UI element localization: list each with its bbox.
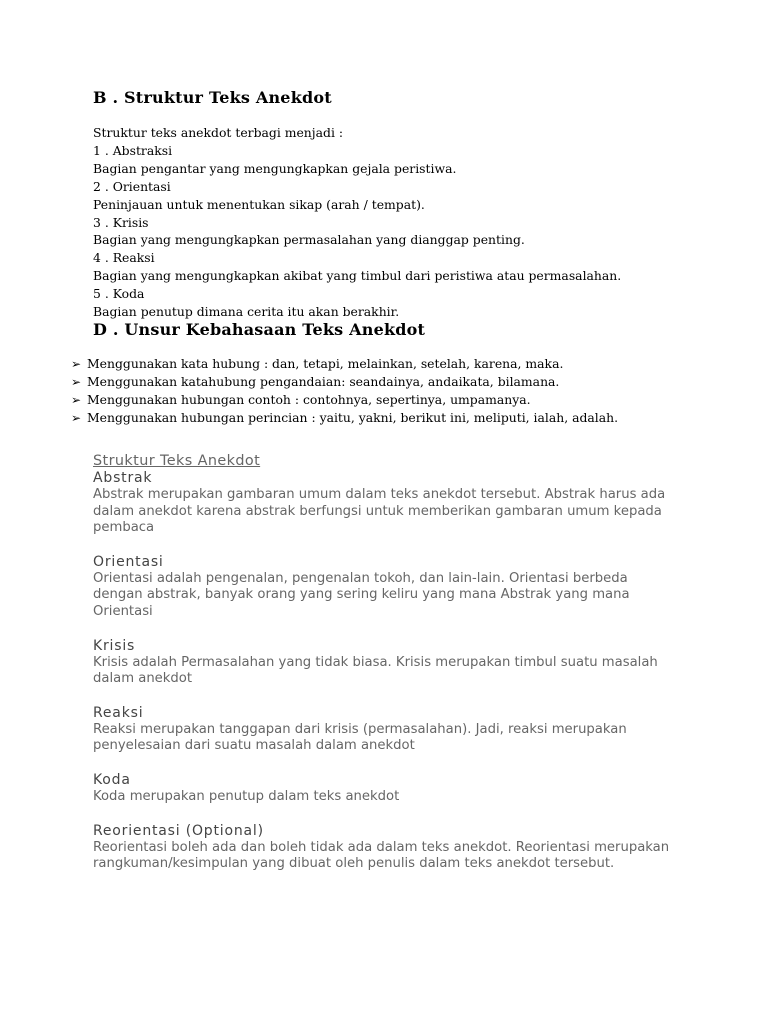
structure-block-abstrak (93, 470, 673, 537)
list-item-text: Menggunakan kata hubung : dan, tetapi, melainkan, setelah, karena, maka. (87, 356, 564, 371)
section-b-intro: Struktur teks anekdot terbagi menjadi : (93, 125, 344, 140)
structure-block-reaksi (93, 705, 673, 755)
block-text: Krisis adalah Permasalahan yang tidak biasa. Krisis merupakan timbul suatu masalah dalam anekdot (93, 654, 658, 687)
list-item (71, 355, 731, 373)
structure-item-2-desc: Peninjauan untuk menentukan sikap (arah / tempat). (93, 196, 425, 212)
list-item (71, 409, 731, 427)
list-item (71, 391, 731, 409)
arrow-bullet-icon: ➢ (71, 375, 82, 389)
structure-item-3-title: 3 . Krisis (93, 214, 149, 230)
block-text: Koda merupakan penutup dalam teks anekdot (93, 788, 400, 804)
structure-block-krisis (93, 638, 673, 688)
arrow-bullet-icon: ➢ (71, 411, 82, 425)
structure-item-1-title: 1 . Abstraksi (93, 142, 173, 158)
block-heading: Abstrak (93, 470, 153, 486)
structure-item-4-desc: Bagian yang mengungkapkan akibat yang timbul dari peristiwa atau permasalahan. (93, 268, 622, 284)
list-item (71, 373, 731, 391)
section-d-title: D . Unsur Kebahasaan Teks Anekdot (93, 320, 426, 339)
block-text: Abstrak merupakan gambaran umum dalam teks anekdot tersebut. Abstrak harus ada dalam anekdot karena abstrak berfungsi untuk memberikan gambaran umum kepada pembaca (93, 487, 666, 536)
list-item-text: Menggunakan katahubung pengandaian: seandainya, andaikata, bilamana. (87, 374, 560, 389)
structure-item-2-title: 2 . Orientasi (93, 178, 171, 194)
structure-item-1-desc: Bagian pengantar yang mengungkapkan gejala peristiwa. (93, 160, 457, 176)
structure-block-orientasi (93, 554, 673, 621)
structure-item-5-desc: Bagian penutup dimana cerita itu akan berakhir. (93, 304, 400, 320)
structure-item-3-desc: Bagian yang mengungkapkan permasalahan yang dianggap penting. (93, 232, 525, 248)
block-heading: Koda (93, 771, 131, 788)
structure-block-koda (93, 772, 673, 806)
structure-item-4-title: 4 . Reaksi (93, 250, 155, 266)
section-b-body (93, 124, 733, 321)
structure-item-5-title: 5 . Koda (93, 286, 145, 302)
web-excerpt-title: Struktur Teks Anekdot (93, 453, 261, 469)
list-item-text: Menggunakan hubungan perincian : yaitu, yakni, berikut ini, meliputi, ialah, adalah. (87, 410, 619, 425)
block-heading: Reaksi (93, 704, 144, 721)
section-b-title: B . Struktur Teks Anekdot (93, 88, 332, 107)
block-heading: Krisis (93, 637, 136, 654)
arrow-bullet-icon: ➢ (71, 393, 82, 407)
block-text: Orientasi adalah pengenalan, pengenalan tokoh, dan lain-lain. Orientasi berbeda dengan abstrak, banyak orang yang sering keliru yang mana Abstrak yang mana Orientasi (93, 570, 630, 619)
arrow-bullet-icon: ➢ (71, 357, 82, 371)
block-heading: Orientasi (93, 553, 164, 570)
block-heading: Reorientasi (Optional) (93, 822, 264, 839)
web-excerpt (93, 452, 673, 890)
block-text: Reaksi merupakan tanggapan dari krisis (permasalahan). Jadi, reaksi merupakan penyelesaian dari suatu masalah dalam anekdot (93, 721, 627, 754)
structure-block-reorientasi (93, 823, 673, 873)
language-features-list (71, 355, 731, 427)
block-text: Reorientasi boleh ada dan boleh tidak ada dalam teks anekdot. Reorientasi merupakan rangkuman/kesimpulan yang dibuat oleh penulis dalam teks anekdot tersebut. (93, 839, 670, 872)
list-item-text: Menggunakan hubungan contoh : contohnya, sepertinya, umpamanya. (87, 392, 531, 407)
